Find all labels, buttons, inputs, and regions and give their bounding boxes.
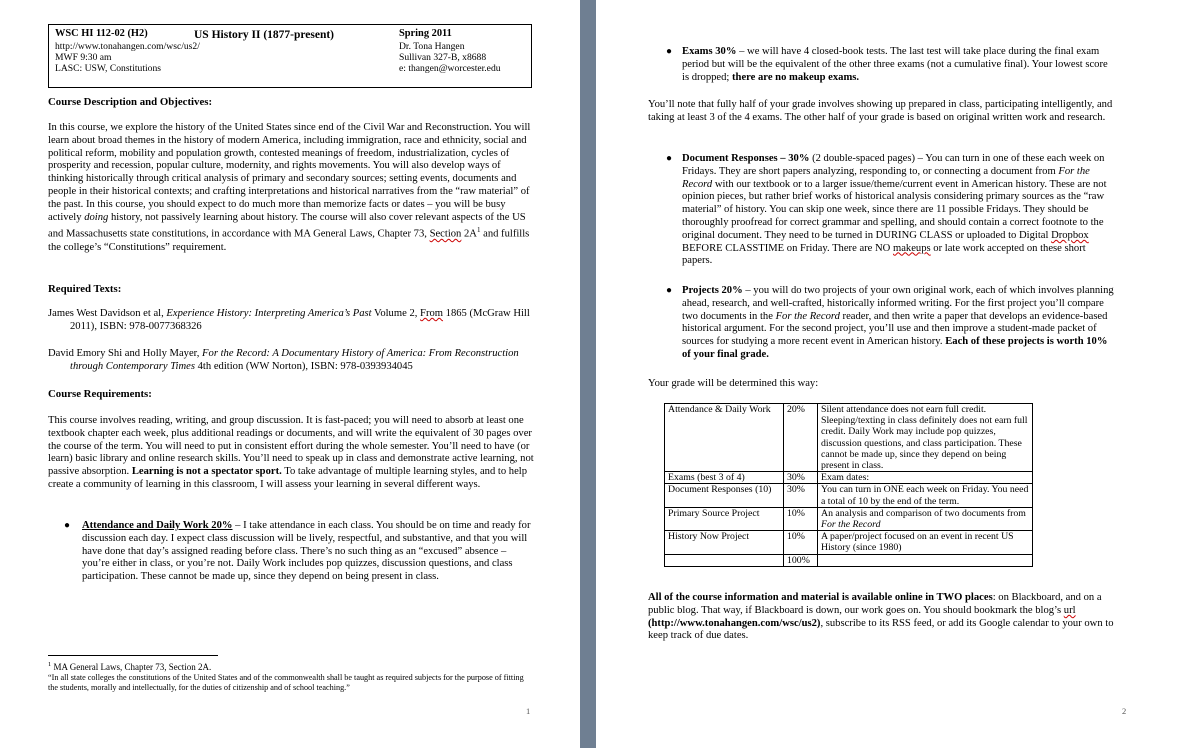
- grade-item: Exams (best 3 of 4): [665, 472, 784, 484]
- instructor-email[interactable]: e: thangen@worcester.edu: [399, 63, 501, 74]
- course-header-box: [48, 24, 532, 88]
- footnote-1: $^1$ MA General Laws, Chapter 73, Section 2A.: [48, 661, 212, 672]
- footnote-quote: “In all state colleges the constitutions of the United States and of the commonwealth shall be taught as required subjects for the purpose of fitting the students, morally and intellectually, for the duties of citizenship and of school teaching.”: [48, 673, 524, 692]
- grade-item: Document Responses (10): [665, 484, 784, 507]
- grade-note: You can turn in ONE each week on Friday. You need a total of 10 by the end of the term.: [818, 484, 1033, 507]
- table-row: [665, 484, 1033, 507]
- grade-table: [664, 403, 1033, 567]
- grade-note: A paper/project focused on an event in recent US History (since 1980): [818, 531, 1033, 554]
- grade-note: Exam dates:: [818, 472, 1033, 484]
- course-lasc: LASC: USW, Constitutions: [55, 63, 161, 74]
- course-url[interactable]: http://www.tonahangen.com/wsc/us2/: [55, 41, 200, 52]
- grade-percent: 10%: [784, 531, 818, 554]
- required-text-2: David Emory Shi and Holly Mayer, For the Record: A Documentary History of America: From Reconstruction through Contemporary Times 4th edition (WW Norton), ISBN: 978-0393934045: [48, 348, 519, 372]
- course-term: Spring 2011: [399, 28, 452, 39]
- bullet-icon: ●: [666, 285, 673, 296]
- grade-intro: Your grade will be determined this way:: [648, 378, 819, 389]
- attendance-bullet: Attendance and Daily Work 20% – I take attendance in each class. You should be on time and ready for discussion each day. I expect class discussion will be lively, respectful, and substantive, and that you will have done that day’s assigned reading before class. There’s no such thing as an “excused” absence – you’re either in class, or you’re not. Daily Work includes pop quizzes, discussion questions, and class participation. These cannot be made up, since they depend on being present in class.: [82, 520, 531, 583]
- document-responses-bullet: Document Responses – 30% (2 double-spaced pages) – You can turn in one of these each week on Fridays. They are short papers analyzing, responding to, or connecting a document from For the Record with our textbook or to a larger issue/theme/current event in American history. These are not opinion pieces, but rather brief works of historical analysis considering primary sources as the “raw material” of history. You can skip one week, since there are 11 possible Fridays. They should be thoroughly proofread for correct grammar and spelling, and should contain a correct footnote to the original document. They need to be turned in DURING CLASS or uploaded to Digital Dropbox BEFORE CLASSTIME on Friday. There are NO makeups or late work accepted on these short papers.: [682, 153, 1107, 267]
- bullet-icon: ●: [666, 46, 673, 57]
- grade-item: [665, 554, 784, 566]
- course-title: US History II (1877-present): [194, 29, 335, 41]
- grade-percent: 10%: [784, 507, 818, 530]
- table-row: [665, 404, 1033, 472]
- course-code: WSC HI 112-02 (H2): [55, 28, 148, 39]
- grade-item: Attendance & Daily Work: [665, 404, 784, 472]
- grade-half-paragraph: You’ll note that fully half of your grade involves showing up prepared in class, participating intelligently, and taking at least 3 of the 4 exams. The other half of your grade is based on original written work and research.: [648, 99, 1113, 123]
- page-number: 2: [1122, 706, 1127, 716]
- requirements-paragraph: This course involves reading, writing, and group discussion. It is fast-paced; you will need to absorb at least one textbook chapter each week, plus additional readings or documents, and will write the equivalent of 30 pages over the course of the term. You will need to put in consistent effort during the whole semester. You’ll need to have (or learn) basic library and online research skills. You’ll need to speak up in class and demonstrate active learning, not passive absorption. Learning is not a spectator sport. To take advantage of multiple learning styles, and to help create a community of learning in this classroom, I will assess your learning in several different ways.: [48, 415, 534, 490]
- grade-percent: 100%: [784, 554, 818, 566]
- table-row: [665, 507, 1033, 530]
- table-row: [665, 531, 1033, 554]
- grade-note: Silent attendance does not earn full credit. Sleeping/texting in class definitely does not earn full credit. Daily Work may include pop quizzes, discussion questions, and class participation. These cannot be made up, since they depend on being present in class.: [818, 404, 1033, 472]
- grade-percent: 30%: [784, 484, 818, 507]
- document-page-1: [0, 0, 580, 748]
- grade-percent: 20%: [784, 404, 818, 472]
- bullet-icon: ●: [64, 520, 71, 531]
- table-row: [665, 554, 1033, 566]
- description-heading: Course Description and Objectives:: [48, 96, 213, 108]
- bullet-icon: ●: [666, 153, 673, 164]
- projects-bullet: Projects 20% – you will do two projects of your own original work, each of which involves planning ahead, research, and well-crafted, historically informed writing. For the first project you’ll compare two documents in the For the Record reader, and then write a paper that develops an evidence-based historical argument. For the second project, you’ll use and then improve a student-made packet of sources for studying a more recent event in American history. Each of these projects is worth 10% of your final grade.: [682, 285, 1114, 360]
- required-text-1: James West Davidson et al, Experience History: Interpreting America’s Past Volume 2, From 1865 (McGraw Hill 2011), ISBN: 978-0077368326: [48, 308, 530, 332]
- page-gutter: [580, 0, 596, 748]
- required-texts-heading: Required Texts:: [48, 283, 122, 295]
- grade-item: Primary Source Project: [665, 507, 784, 530]
- table-row: [665, 472, 1033, 484]
- exams-bullet: Exams 30% – we will have 4 closed-book tests. The last test will take place during the final exam period but will be the equivalent of the other three exams (not a cumulative final). Your lowest score is dropped; there are no makeup exams.: [682, 46, 1108, 83]
- grade-percent: 30%: [784, 472, 818, 484]
- description-paragraph: In this course, we explore the history of the United States since end of the Civil War and Reconstruction. You will learn about broad themes in the history of modern America, including immigration, race and ethnicity, social and political reform, mobility and population growth, contested meanings of freedom, industrialization, cycles of prosperity and recession, popular culture, modernity, and rights movements. You will also develop ways of thinking historically through critical analysis of primary and secondary sources; setting events, documents and people in their historical contexts; and crafting interpretations and historical narratives from the “raw material” of the past. In this course, you should expect to do much more than memorize facts or dates – you will be busy actively doing history, not passively learning about history. The course will also cover relevant aspects of the US and Massachusetts state constitutions, in accordance with MA General Laws, Chapter 73, Section $2A^1$ and fulfills the college’s “Constitutions” requirement.: [48, 122, 531, 253]
- footnote-separator: [48, 655, 218, 656]
- requirements-heading: Course Requirements:: [48, 388, 152, 400]
- grade-note: An analysis and comparison of two documents from For the Record: [818, 507, 1033, 530]
- page-number: 1: [526, 706, 531, 716]
- instructor-name: Dr. Tona Hangen: [399, 41, 465, 52]
- online-info-paragraph: All of the course information and material is available online in TWO places: on Blackboard, and on a public blog. That way, if Blackboard is down, our work goes on. You should bookmark the blog’s url (http://www.tonahangen.com/wsc/us2), subscribe to its RSS feed, or add its Google calendar to your own to keep track of due dates.: [648, 592, 1114, 642]
- grade-note: [818, 554, 1033, 566]
- instructor-office: Sullivan 327-B, x8688: [399, 52, 487, 63]
- grade-item: History Now Project: [665, 531, 784, 554]
- course-schedule: MWF 9:30 am: [55, 52, 112, 63]
